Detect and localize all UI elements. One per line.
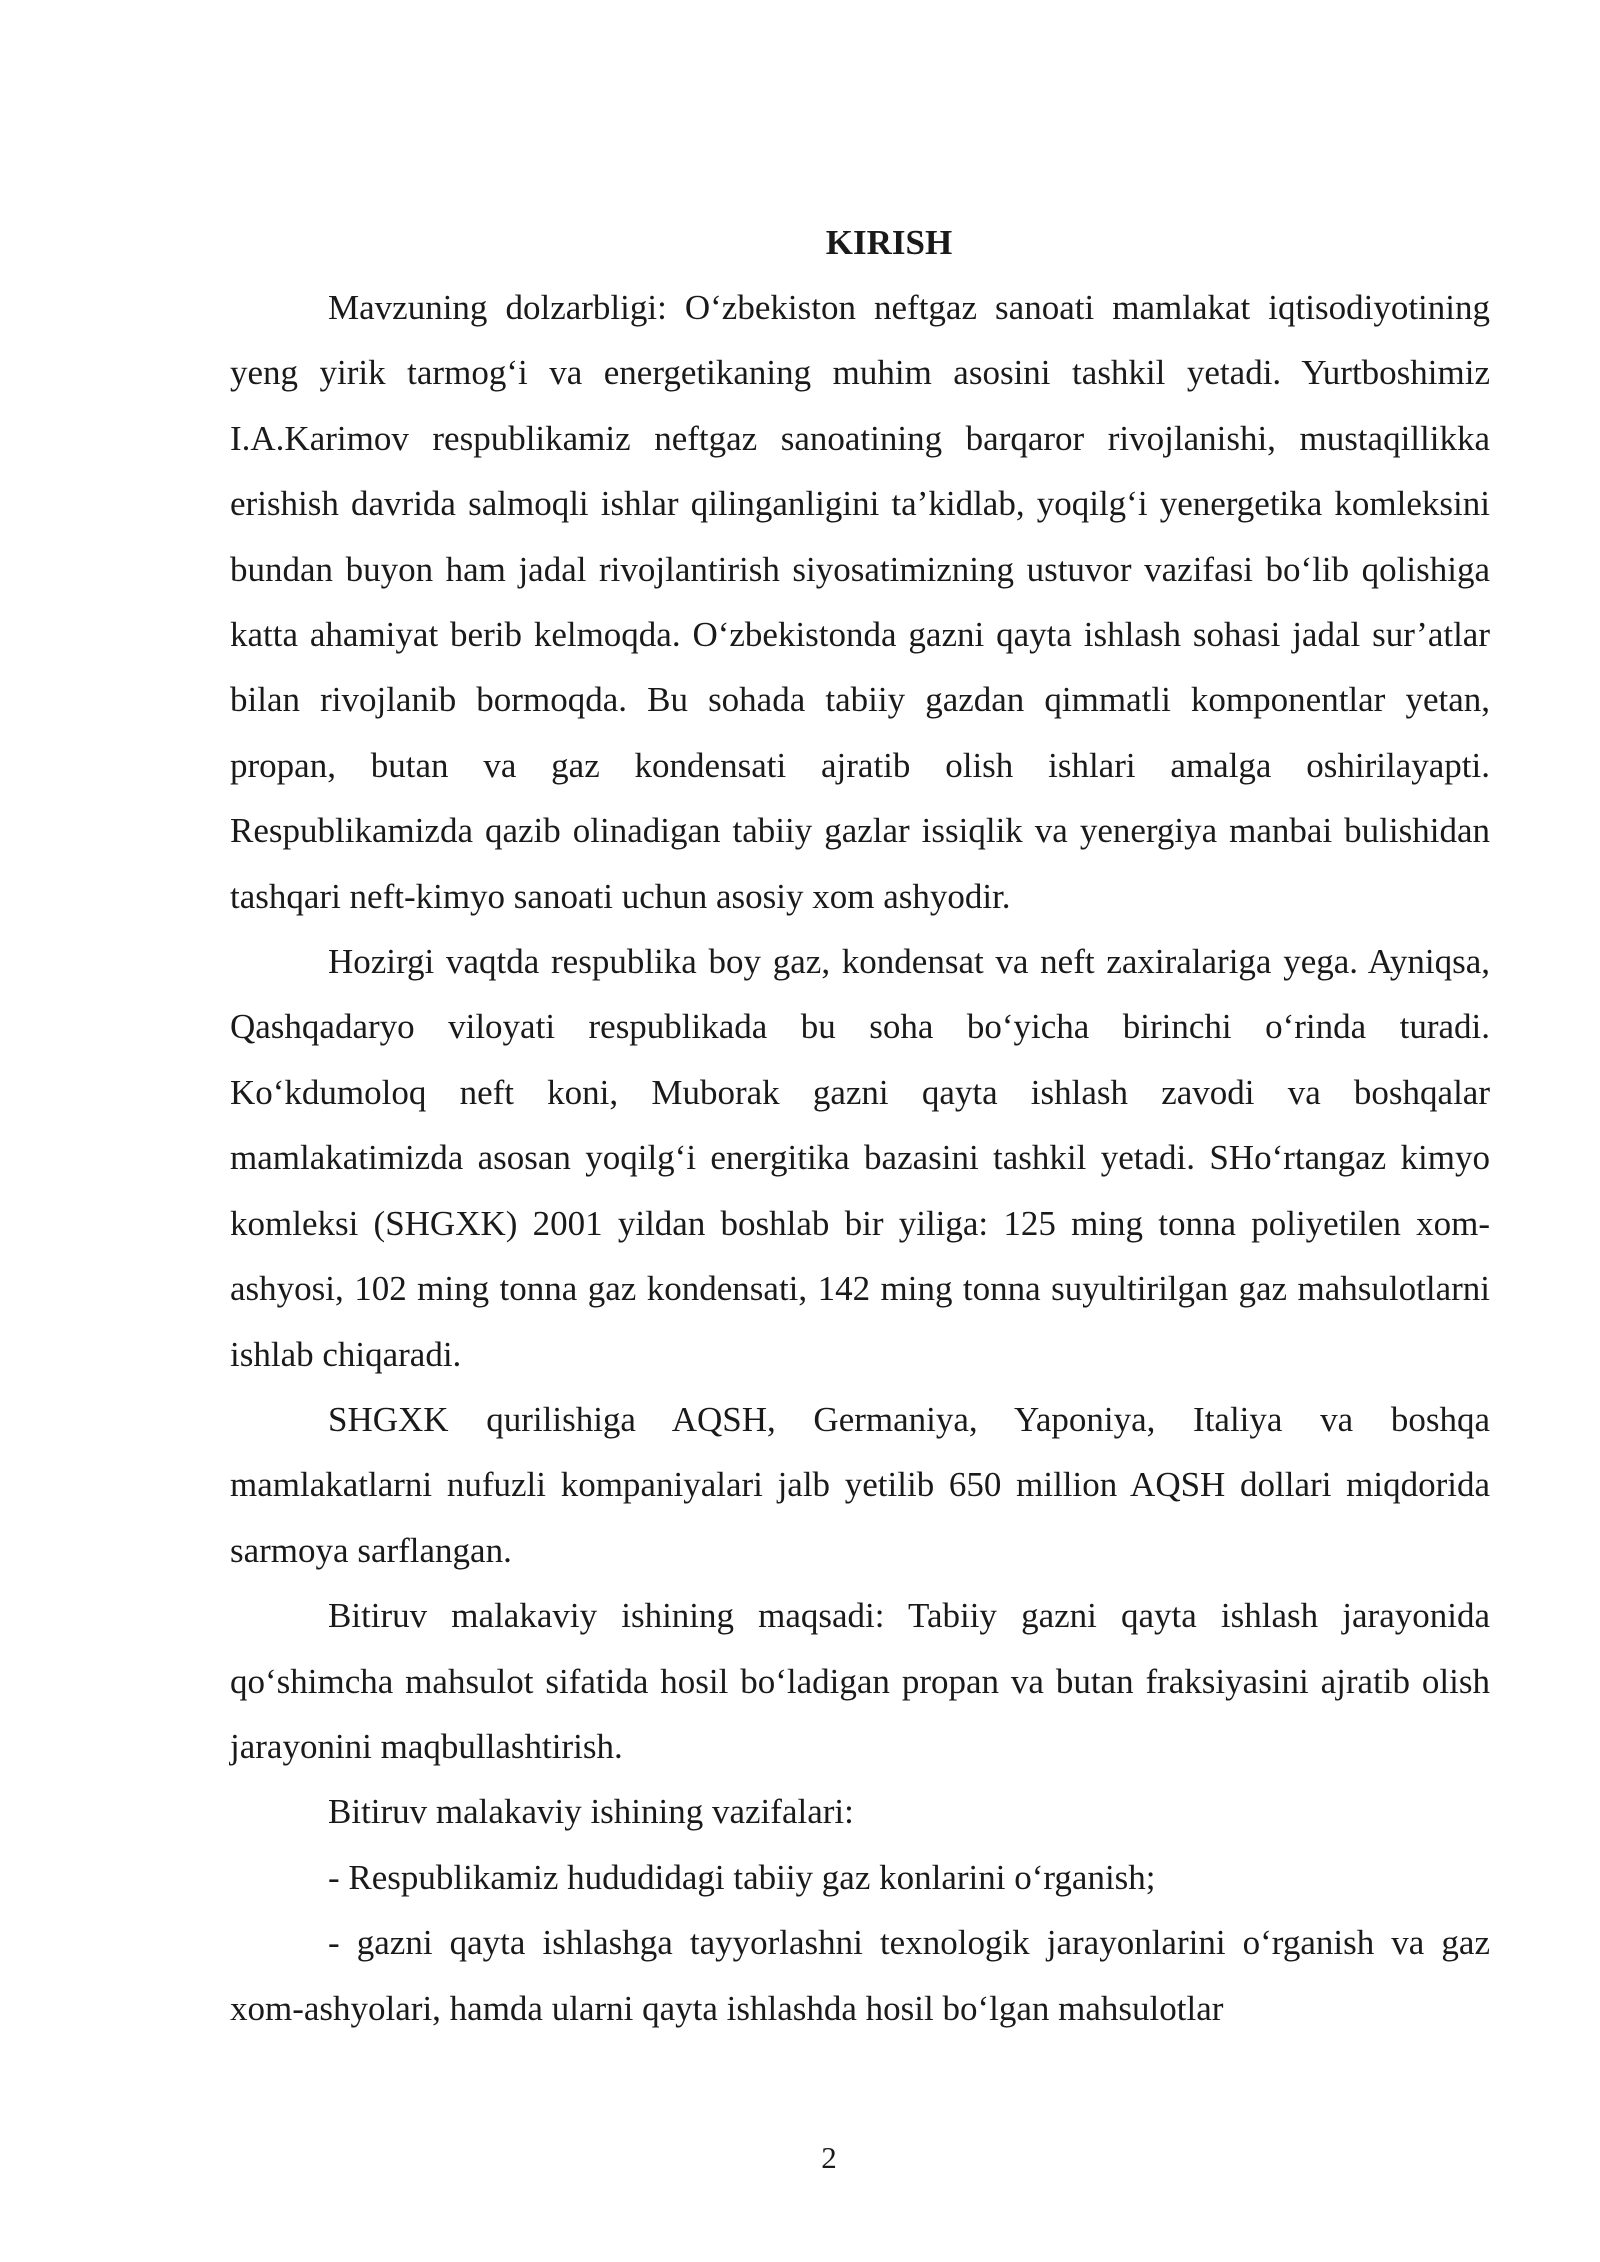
paragraph-goal: Bitiruv malakaviy ishining maqsadi: Tabiiy gazni qayta ishlash jarayonida qo‘shimcha mahsulot sifatida hosil bo‘ladigan propan va butan fraksiyasini ajratib olish jarayonini maqbullashtirish. xyxy=(230,1596,1490,1766)
task-item-2: - gazni qayta ishlashga tayyorlashni texnologik jarayonlarini o‘rganish va gaz xom-ashyolari, hamda ularni qayta ishlashda hosil bo‘lgan mahsulotlar xyxy=(230,1923,1490,2028)
page-number: 2 xyxy=(821,2140,837,2175)
paragraph-investment: SHGXK qurilishiga AQSH, Germaniya, Yaponiya, Italiya va boshqa mamlakatlarni nufuzli kompaniyalari jalb yetilib 650 million AQSH dollari miqdorida sarmoya sarflangan. xyxy=(230,1399,1490,1570)
task-item-1: - Respublikamiz hududidagi tabiiy gaz konlarini o‘rganish; xyxy=(328,1857,1156,1897)
document-page xyxy=(230,210,1490,2041)
paragraph-tasks-heading: Bitiruv malakaviy ishining vazifalari: xyxy=(328,1792,854,1832)
paragraph-reserves: Hozirgi vaqtda respublika boy gaz, kondensat va neft zaxiralariga yega. Ayniqsa, Qashqadaryo viloyati respublikada bu soha bo‘yicha birinchi o‘rinda turadi. Ko‘kdumoloq neft koni, Muborak gazni qayta ishlash zavodi va boshqalar mamlakatimizda asosan yoqilg‘i energitika bazasini tashkil yetadi. SHo‘rtangaz kimyo komleksi (SHGXK) 2001 yildan boshlab bir yiliga: 125 ming tonna poliyetilen xom-ashyosi, 102 ming tonna gaz kondensati, 142 ming tonna suyultirilgan gaz mahsulotlarni ishlab chiqaradi. xyxy=(230,942,1490,1374)
section-heading: KIRISH xyxy=(825,223,953,262)
paragraph-relevance: Mavzuning dolzarbligi: O‘zbekiston neftgaz sanoati mamlakat iqtisodiyotining yeng yirik tarmog‘i va energetikaning muhim asosini tashkil yetadi. Yurtboshimiz I.A.Karimov respublikamiz neftgaz sanoatining barqaror rivojlanishi, mustaqillikka erishish davrida salmoqli ishlar qilinganligini ta’kidlab, yoqilg‘i yenergetika komleksini bundan buyon ham jadal rivojlantirish siyosatimizning ustuvor vazifasi bo‘lib qolishiga katta ahamiyat berib kelmoqda. O‘zbekistonda gazni qayta ishlash sohasi jadal sur’atlar bilan rivojlanib bormoqda. Bu sohada tabiiy gazdan qimmatli komponentlar yetan, propan, butan va gaz kondensati ajratib olish ishlari amalga oshirilayapti. Respublikamizda qazib olinadigan tabiiy gazlar issiqlik va yenergiya manbai bulishidan tashqari neft-kimyo sanoati uchun asosiy xom ashyodir. xyxy=(230,288,1490,916)
